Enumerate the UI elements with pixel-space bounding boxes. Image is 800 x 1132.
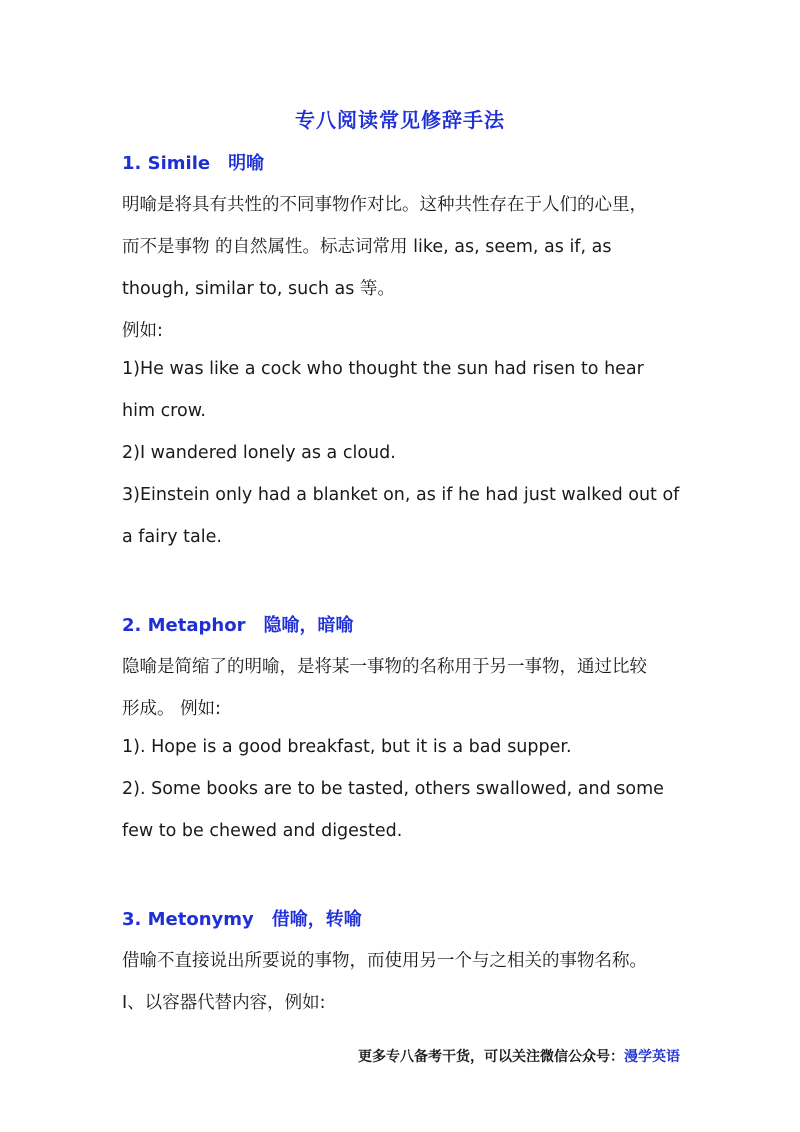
paragraph-line: 借喻不直接说出所要说的事物，而使用另一个与之相关的事物名称。 xyxy=(122,951,647,971)
example-line: 1). Hope is a good breakfast, but it is a bad supper. xyxy=(122,737,572,757)
paragraph-line: 明喻是将具有共性的不同事物作对比。这种共性存在于人们的心里， xyxy=(122,195,647,215)
section-heading-en: 1. Simile xyxy=(122,153,211,174)
section-heading-zh: 明喻 xyxy=(228,153,265,174)
paragraph-line: though, similar to, such as 等。 xyxy=(122,279,395,299)
section-heading-metaphor xyxy=(122,611,353,637)
page-footer xyxy=(358,1046,680,1066)
section-heading-en: 2. Metaphor xyxy=(122,615,246,636)
section-heading-simile xyxy=(122,149,264,175)
paragraph-line: I、以容器代替内容，例如: xyxy=(122,993,326,1013)
example-line: 1)He was like a cock who thought the sun had risen to hear xyxy=(122,359,644,379)
document-title: 专八阅读常见修辞手法 xyxy=(295,108,505,132)
example-line: a fairy tale. xyxy=(122,527,222,547)
example-line: 2)I wandered lonely as a cloud. xyxy=(122,443,396,463)
example-line: few to be chewed and digested. xyxy=(122,821,403,841)
footer-text: 更多专八备考干货，可以关注微信公众号： xyxy=(358,1049,624,1065)
example-line: 3)Einstein only had a blanket on, as if he had just walked out of xyxy=(122,485,680,505)
paragraph-line: 隐喻是简缩了的明喻，是将某一事物的名称用于另一事物，通过比较 xyxy=(122,657,647,677)
footer-brand: 漫学英语 xyxy=(624,1049,680,1065)
section-heading-metonymy xyxy=(122,905,362,931)
example-line: 2). Some books are to be tasted, others swallowed, and some xyxy=(122,779,664,799)
example-line: him crow. xyxy=(122,401,206,421)
section-heading-zh: 借喻，转喻 xyxy=(271,909,362,930)
section-heading-zh: 隐喻，暗喻 xyxy=(263,615,354,636)
paragraph-line: 形成。 例如: xyxy=(122,699,221,719)
section-heading-en: 3. Metonymy xyxy=(122,909,254,930)
paragraph-line: 而不是事物 的自然属性。标志词常用 like, as, seem, as if, as xyxy=(122,237,612,257)
paragraph-line: 例如: xyxy=(122,321,163,341)
